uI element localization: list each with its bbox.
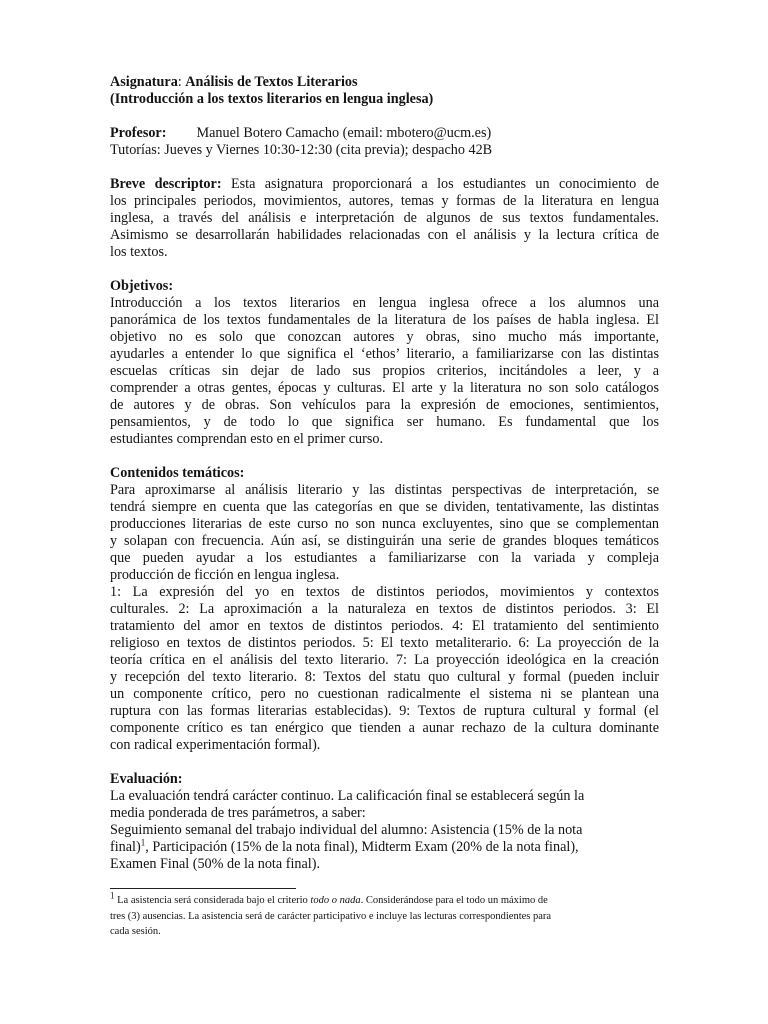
footnote-line: 1 La asistencia será considerada bajo el criterio todo o nada. Considerándose para el todo un máximo de bbox=[110, 890, 548, 906]
evaluacion-line: Seguimiento semanal del trabajo individual del alumno: Asistencia (15% de la nota bbox=[110, 822, 583, 838]
evaluacion-heading: Evaluación: bbox=[110, 771, 183, 787]
course-subtitle: (Introducción a los textos literarios en lengua inglesa) bbox=[110, 91, 434, 107]
descriptor-paragraph bbox=[110, 176, 659, 261]
professor-name: Manuel Botero Camacho (email: mbotero@ucm.es) bbox=[196, 125, 492, 141]
evaluacion-line: Examen Final (50% de la nota final). bbox=[110, 856, 320, 872]
professor-label: Profesor: bbox=[110, 125, 167, 141]
footnote-mark: 1 bbox=[110, 890, 115, 901]
objetivos-line: Introducción a los textos literarios en lengua inglesa ofrece a los alumnos una bbox=[110, 295, 659, 311]
objetivos-line: objetivo no es solo que conozcan autores y obras, sino mucho más importante, bbox=[110, 329, 659, 345]
footnote-separator bbox=[110, 888, 296, 889]
contenidos-line: tratamiento del amor en textos de distintos periodos. 4: El tratamiento del sentimiento bbox=[110, 618, 659, 634]
contenidos-line: producciones literarias de este curso no son nunca excluyentes, sino que se complementan bbox=[110, 516, 659, 532]
descriptor-line: los principales periodos, movimientos, autores, temas y formas de la literatura en lengua bbox=[110, 193, 659, 209]
contenidos-line: y solapan con frecuencia. Aún así, se distinguirán una serie de grandes bloques temáticos bbox=[110, 533, 659, 549]
objetivos-line: de autores y de obras. Son vehículos para la expresión de emociones, sentimientos, bbox=[110, 397, 659, 413]
professor-line bbox=[110, 125, 659, 142]
contenidos-line: un componente crítico, pero no cuestionan radicalmente el sistema ni se plantean una bbox=[110, 686, 659, 702]
objetivos-paragraph bbox=[110, 295, 659, 448]
descriptor-line: inglesa, a través del análisis e interpretación de algunos de sus textos fundamentales. bbox=[110, 210, 659, 226]
objetivos-line: pensamientos, y de todo lo que significa ser humano. Es fundamental que los bbox=[110, 414, 659, 430]
footnote-line: tres (3) ausencias. La asistencia será de carácter participativo e incluye las lecturas correspondientes para bbox=[110, 910, 552, 922]
contenidos-line: con radical experimentación formal). bbox=[110, 737, 321, 753]
course-title: Análisis de Textos Literarios bbox=[185, 74, 358, 90]
objetivos-line: estudiantes comprendan esto en el primer curso. bbox=[110, 431, 384, 447]
objetivos-heading: Objetivos: bbox=[110, 278, 174, 294]
evaluacion-line: media ponderada de tres parámetros, a saber: bbox=[110, 805, 366, 821]
contenidos-heading: Contenidos temáticos: bbox=[110, 465, 245, 481]
contenidos-line: teoría crítica en el análisis del texto literario. 7: La proyección ideológica en la creación bbox=[110, 652, 659, 668]
footnote-line: cada sesión. bbox=[110, 926, 161, 937]
descriptor-line: Asimismo se desarrollarán habilidades relacionadas con el análisis y la lectura crítica de bbox=[110, 227, 659, 243]
footnote-reference[interactable]: 1 bbox=[140, 837, 146, 848]
asignatura-separator: : bbox=[177, 74, 186, 90]
contenidos-line: componente crítico es tan enérgico que tienden a aunar rechazo de la cultura dominante bbox=[110, 720, 659, 736]
footnote bbox=[110, 890, 659, 940]
contenidos-line: y recepción del texto literario. 8: Textos del statu quo cultural y formal (pueden incluir bbox=[110, 669, 659, 685]
contenidos-line: Para aproximarse al análisis literario y las distintas perspectivas de interpretación, se bbox=[110, 482, 659, 498]
contenidos-line: ruptura con las formas literarias establecidas). 9: Textos de ruptura cultural y formal (el bbox=[110, 703, 659, 719]
objetivos-line: escuelas críticas sin dejar de lado sus propios criterios, incitándoles a leer, y a bbox=[110, 363, 659, 379]
descriptor-label: Breve descriptor: bbox=[110, 176, 222, 192]
footnote-italic: todo o nada bbox=[310, 895, 361, 906]
contenidos-line: 1: La expresión del yo en textos de distintos periodos, movimientos y contextos bbox=[110, 584, 659, 600]
document-body bbox=[110, 74, 659, 873]
objetivos-line: ayudarles a entender lo que significa el ‘ethos’ literario, a familiarizarse con las distintas bbox=[110, 346, 659, 362]
objetivos-line: panorámica de los textos fundamentales de la literatura de los países de habla inglesa. El bbox=[110, 312, 659, 328]
descriptor-line: los textos. bbox=[110, 244, 168, 260]
descriptor-line: Breve descriptor: Esta asignatura proporcionará a los estudiantes un conocimiento de bbox=[110, 176, 659, 192]
contenidos-line: que pueden ayudar a los estudiantes a familiarizarse con la variada y compleja bbox=[110, 550, 659, 566]
asignatura-label: Asignatura bbox=[110, 74, 178, 90]
tutorias-line: Tutorías: Jueves y Viernes 10:30-12:30 (cita previa); despacho 42B bbox=[110, 142, 493, 158]
contenidos-line: producción de ficción en lengua inglesa. bbox=[110, 567, 340, 583]
objetivos-line: comprender a otras gentes, épocas y culturas. El arte y la literatura no son solo catálogos bbox=[110, 380, 659, 396]
contenidos-line: religioso en textos de distintos periodos. 5: El texto metaliterario. 6: La proyección de la bbox=[110, 635, 659, 651]
evaluacion-line: La evaluación tendrá carácter continuo. La calificación final se establecerá según la bbox=[110, 788, 585, 804]
contenidos-line: culturales. 2: La aproximación a la naturaleza en textos de distintos periodos. 3: El bbox=[110, 601, 659, 617]
contenidos-paragraph bbox=[110, 482, 659, 754]
course-title-line bbox=[110, 74, 659, 91]
contenidos-line: tendrá siempre en cuenta que las categorías en que se dividen, tentativamente, las distintas bbox=[110, 499, 659, 515]
evaluacion-line: final)$^1$, Participación (15% de la nota final), Midterm Exam (20% de la nota final), bbox=[110, 837, 579, 855]
